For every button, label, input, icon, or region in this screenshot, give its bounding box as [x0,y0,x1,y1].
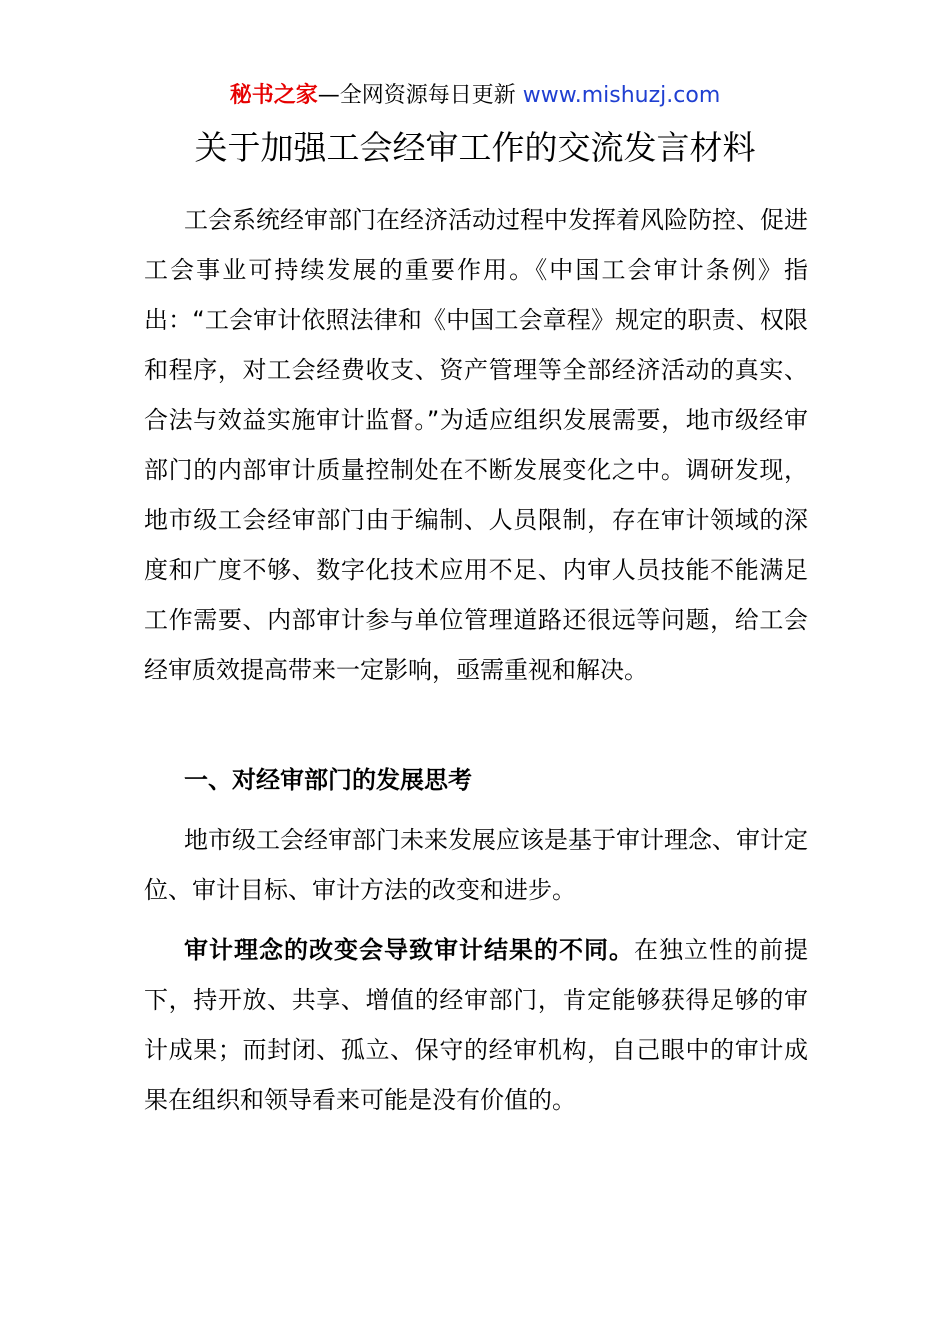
header-tagline: —全网资源每日更新 [317,83,516,108]
document-title: 关于加强工会经审工作的交流发言材料 [194,128,756,167]
site-header [0,80,950,112]
concept-body-text: 在独立性的前提下，持开放、共享、增值的经审部门，肯定能够获得足够的审计成果；而封闭、孤立、保守的经审机构，自己眼中的审计成果在组织和领导看来可能是没有价值的。 [144,936,808,1114]
site-url-link[interactable]: www.mishuzj.com [522,83,721,108]
section-heading: 一、对经审部门的发展思考 [184,766,472,794]
concept-paragraph [144,925,808,1125]
intro-paragraph: 工会系统经审部门在经济活动过程中发挥着风险防控、促进工会事业可持续发展的重要作用。《中国工会审计条例》指出：“工会审计依照法律和《中国工会章程》规定的职责、权限和程序，对工会经费收支、资产管理等全部经济活动的真实、合法与效益实施审计监督。”为适应组织发展需要，地市级经审部门的内部审计质量控制处在不断发展变化之中。调研发现，地市级工会经审部门由于编制、人员限制，存在审计领域的深度和广度不够、数字化技术应用不足、内审人员技能不能满足工作需要、内部审计参与单位管理道路还很远等问题，给工会经审质效提高带来一定影响，亟需重视和解决。 [144,206,808,684]
section-paragraph: 地市级工会经审部门未来发展应该是基于审计理念、审计定位、审计目标、审计方法的改变和进步。 [144,826,808,904]
brand-name: 秘书之家 [229,83,318,108]
concept-lead-sentence: 审计理念的改变会导致审计结果的不同。 [184,936,634,964]
